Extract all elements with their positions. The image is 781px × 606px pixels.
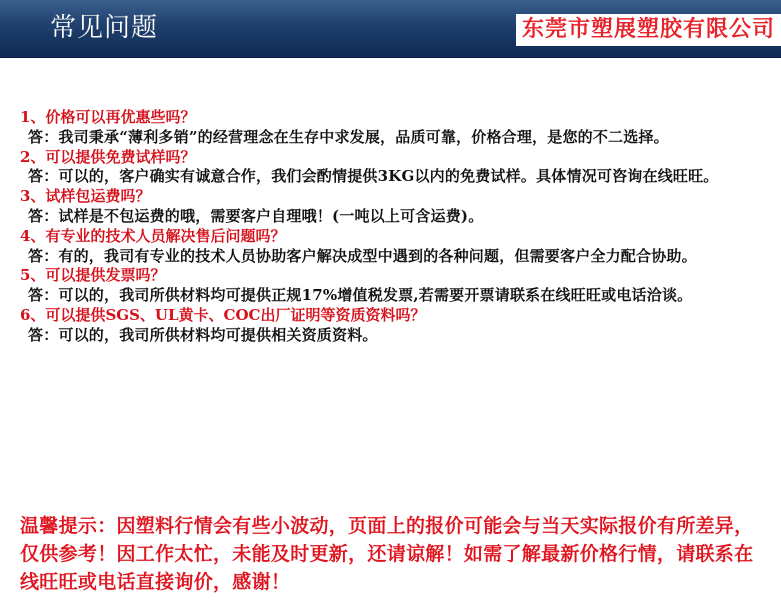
warm-tip: 温馨提示：因塑料行情会有些小波动，页面上的报价可能会与当天实际报价有所差异，仅供参考！因工作太忙，未能及时更新，还请谅解！如需了解最新价格行情，请联系在线旺旺或电话直接询价，感谢！: [20, 515, 754, 593]
faq-answer-2: 答：可以的，客户确实有诚意合作，我们会酌情提供3KG以内的免费试样。具体情况可咨询在线旺旺。: [28, 167, 719, 186]
company-name: 东莞市塑展塑胶有限公司: [521, 17, 775, 42]
faq-question-6: 6、可以提供SGS、UL黄卡、COC出厂证明等资质资料吗？: [20, 305, 426, 324]
faq-list: [20, 108, 750, 346]
faq-question-3: 3、试样包运费吗？: [20, 187, 151, 206]
faq-answer-6: 答：可以的，我司所供材料均可提供相关资质资料。: [28, 325, 378, 344]
faq-question-5: 5、可以提供发票吗？: [20, 266, 166, 285]
faq-answer-4: 答：有的，我司有专业的技术人员协助客户解决成型中遇到的各种问题，但需要客户全力配合协助。: [28, 246, 697, 265]
faq-answer-5: 答：可以的，我司所供材料均可提供正规17%增值税发票,若需要开票请联系在线旺旺或电话洽谈。: [28, 286, 693, 305]
faq-answer-1: 答：我司秉承“薄利多销”的经营理念在生存中求发展，品质可靠，价格合理，是您的不二选择。: [28, 127, 669, 146]
faq-answer-3: 答：试样是不包运费的哦，需要客户自理哦！(一吨以上可含运费)。: [28, 206, 484, 225]
page-title: 常见问题: [50, 13, 159, 43]
faq-question-1: 1、价格可以再优惠些吗？: [20, 108, 196, 126]
faq-question-4: 4、有专业的技术人员解决售后问题吗？: [20, 226, 286, 245]
company-badge: [516, 14, 781, 46]
faq-question-2: 2、可以提供免费试样吗？: [20, 147, 196, 166]
header-bar: [0, 0, 781, 58]
